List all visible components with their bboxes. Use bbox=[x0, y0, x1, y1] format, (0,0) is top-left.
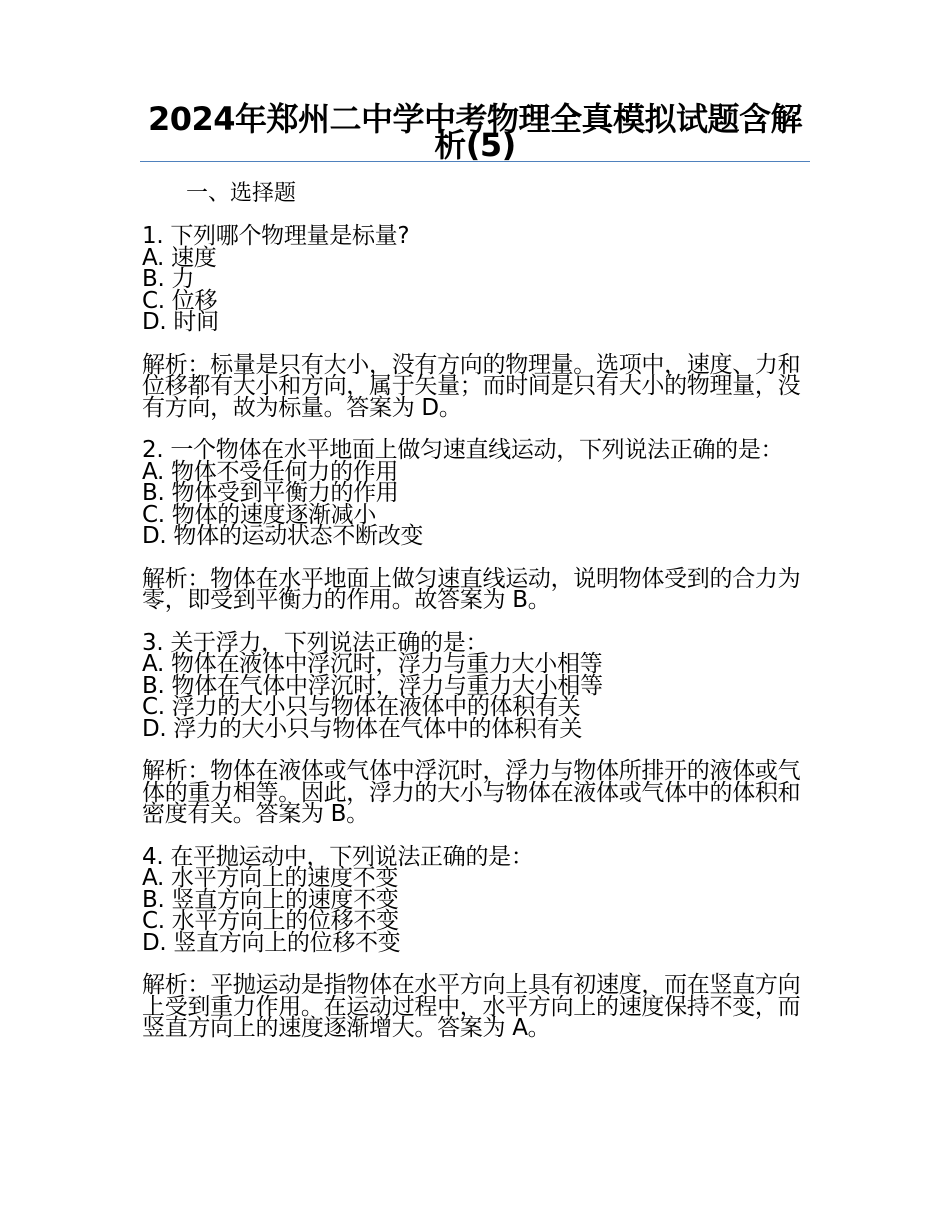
question-stem: 4. 在平抛运动中，下列说法正确的是： bbox=[142, 843, 534, 870]
question-stem: 3. 关于浮力，下列说法正确的是： bbox=[142, 629, 489, 656]
title-underline bbox=[140, 161, 810, 162]
question-3 bbox=[142, 629, 814, 827]
analysis-text: 解析：标量是只有大小，没有方向的物理量。选项中，速度、力和位移都有大小和方向，属于矢量；而时间是只有大小的物理量，没有方向，故为标量。答案为 D。 bbox=[142, 351, 801, 421]
option-d: D. 浮力的大小只与物体在气体中的体积有关 bbox=[142, 715, 583, 742]
option-b: B. 物体在气体中浮沉时，浮力与重力大小相等 bbox=[142, 672, 603, 699]
section-heading: 一、选择题 bbox=[186, 181, 297, 206]
option-b: B. 力 bbox=[142, 266, 195, 292]
option-a: A. 物体在液体中浮沉时，浮力与重力大小相等 bbox=[142, 651, 603, 677]
option-a: A. 速度 bbox=[142, 244, 217, 271]
question-1 bbox=[142, 223, 814, 421]
option-c: C. 位移 bbox=[142, 287, 218, 314]
document-title: 2024年郑州二中学中考物理全真模拟试题含解析(5) bbox=[147, 100, 803, 164]
analysis-text: 解析：物体在水平地面上做匀速直线运动，说明物体受到的合力为零，即受到平衡力的作用。故答案为 B。 bbox=[142, 565, 801, 613]
option-c: C. 浮力的大小只与物体在液体中的体积有关 bbox=[142, 694, 581, 720]
analysis-text: 解析：平抛运动是指物体在水平方向上具有初速度，而在竖直方向上受到重力作用。在运动过程中，水平方向上的速度保持不变，而竖直方向上的速度逐渐增大。答案为 A。 bbox=[142, 972, 801, 1041]
option-d: D. 物体的运动状态不断改变 bbox=[142, 523, 424, 549]
option-c: C. 水平方向上的位移不变 bbox=[142, 908, 399, 934]
option-b: B. 竖直方向上的速度不变 bbox=[142, 886, 399, 913]
question-stem: 2. 一个物体在水平地面上做匀速直线运动，下列说法正确的是： bbox=[142, 437, 784, 463]
question-list bbox=[142, 223, 814, 1041]
option-a: A. 物体不受任何力的作用 bbox=[142, 458, 399, 485]
option-a: A. 水平方向上的速度不变 bbox=[142, 865, 399, 891]
question-4 bbox=[142, 843, 814, 1041]
option-d: D. 竖直方向上的位移不变 bbox=[142, 929, 401, 956]
option-b: B. 物体受到平衡力的作用 bbox=[142, 480, 399, 506]
option-d: D. 时间 bbox=[142, 309, 219, 335]
question-stem: 1. 下列哪个物理量是标量? bbox=[142, 223, 410, 249]
question-2 bbox=[142, 437, 814, 613]
option-c: C. 物体的速度逐渐减小 bbox=[142, 501, 377, 528]
analysis-text: 解析：物体在液体或气体中浮沉时，浮力与物体所排开的液体或气体的重力相等。因此，浮力的大小与物体在液体或气体中的体积和密度有关。答案为 B。 bbox=[142, 758, 801, 827]
